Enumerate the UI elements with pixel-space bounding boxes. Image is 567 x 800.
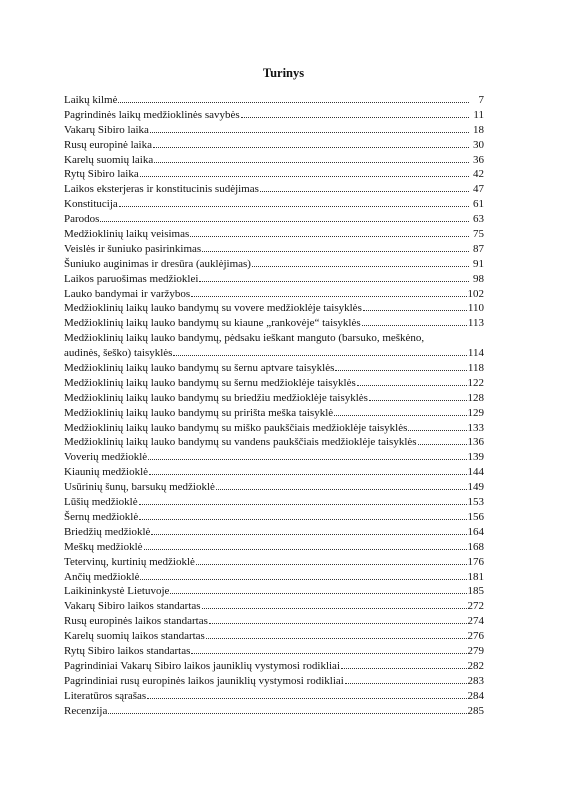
toc-entry-title: Medžioklinių laikų lauko bandymų su vovere medžioklėje taisyklės (64, 302, 362, 315)
leader-dots (148, 450, 466, 460)
leader-dots (153, 138, 469, 148)
leader-dots (216, 480, 467, 490)
leader-dots (369, 391, 467, 401)
toc-entry-title: Vakarų Sibiro laikos standartas (64, 600, 201, 613)
toc-entry-page: 36 (473, 153, 484, 166)
toc-entry (64, 584, 484, 599)
toc-entry-title: Medžioklinių laikų lauko bandymų, pėdsaku ieškant manguto (barsuko, meškėno, (64, 332, 425, 345)
leader-dots (209, 614, 467, 624)
toc-entry-title: Medžioklinių laikų lauko bandymų su pririšta meška taisyklė (64, 406, 334, 419)
toc-entry-title: Briedžių medžioklė (64, 525, 151, 538)
toc-entry-page: 122 (467, 376, 484, 389)
toc-entry-page: 149 (467, 481, 484, 494)
toc-entry-page: 164 (467, 525, 484, 538)
toc-entry-page: 156 (467, 510, 484, 523)
toc-entry-page: 181 (467, 570, 484, 583)
toc-entry-title: Veislės ir šuniuko pasirinkimas (64, 242, 202, 255)
toc-entry-title: Medžioklinių laikų lauko bandymų su šernu aptvare taisyklės (64, 362, 335, 375)
toc-entry-page: 118 (467, 362, 484, 375)
toc-entry-page: 282 (467, 659, 484, 672)
toc-entry-page: 75 (473, 228, 484, 241)
toc-entry-title: Medžioklinių laikų lauko bandymų su briedžiu medžioklėje taisyklės (64, 391, 368, 404)
leader-dots (408, 421, 466, 431)
toc-entry-title: Rytų Sibiro laikos standartas (64, 644, 191, 657)
toc-entry (64, 301, 484, 316)
leader-dots (119, 197, 469, 207)
toc-entry-title: Laikininkystė Lietuvoje (64, 585, 170, 598)
leader-dots (190, 227, 469, 237)
toc-entry-page: 139 (467, 451, 484, 464)
toc-entry-page: 7 (478, 94, 484, 106)
toc-entry (64, 167, 484, 182)
toc-entry (64, 689, 484, 704)
toc-entry (64, 197, 484, 212)
toc-entry-page: 87 (473, 242, 484, 255)
toc-entry (64, 153, 484, 168)
toc-entry (64, 361, 484, 376)
toc-entry (64, 108, 484, 123)
leader-dots (202, 599, 467, 609)
leader-dots (196, 555, 467, 565)
toc-entry (64, 272, 484, 287)
toc-entry (64, 614, 484, 629)
toc-entry-page: 63 (473, 213, 484, 226)
toc-entry-title: Ančių medžioklė (64, 570, 140, 583)
toc-entry (64, 480, 484, 495)
leader-dots (341, 659, 467, 669)
toc-entry-title: Pagrindiniai rusų europinės laikos jauniklių vystymosi rodikliai (64, 674, 344, 687)
leader-dots (260, 182, 469, 192)
toc-entry (64, 659, 484, 674)
leader-dots (357, 376, 467, 386)
toc-entry-page: 129 (467, 406, 484, 419)
leader-dots (202, 242, 469, 252)
toc-entry-page: 91 (473, 257, 484, 270)
leader-dots (151, 525, 466, 535)
leader-dots (140, 570, 466, 580)
leader-dots (206, 629, 467, 639)
leader-dots (154, 153, 469, 163)
leader-dots (199, 272, 469, 282)
toc-entry-page: 168 (467, 540, 484, 553)
toc-entry-title: Rusų europinė laika (64, 138, 152, 151)
toc-entry-title: Karelų suomių laika (64, 153, 154, 166)
toc-entry-title: Laikų kilmė (64, 94, 118, 106)
toc-entry-title: Lūšių medžioklė (64, 496, 138, 509)
leader-dots (252, 257, 469, 267)
leader-dots (241, 108, 469, 118)
toc-entry-page: 274 (467, 615, 484, 628)
toc-entry (64, 242, 484, 257)
toc-entry (64, 182, 484, 197)
toc-entry-page: 11 (473, 108, 484, 121)
toc-entry-title: Laikos eksterjeras ir konstitucinis sudėjimas (64, 183, 259, 196)
leader-dots (345, 674, 467, 684)
toc-entry-page: 42 (473, 168, 484, 181)
toc-entry (64, 287, 484, 302)
toc-entry (64, 599, 484, 614)
toc-entry-title-continued: audinės, šeško) taisyklės (64, 347, 173, 360)
toc-entry (64, 435, 484, 450)
toc-entry-page: 284 (467, 689, 484, 702)
toc-entry-title: Laikos paruošimas medžioklei (64, 272, 199, 285)
toc-entry-title: Pagrindinės laikų medžioklinės savybės (64, 108, 240, 121)
leader-dots (418, 435, 467, 445)
leader-dots (149, 465, 466, 475)
toc-entry (64, 421, 484, 436)
toc-entry-title: Literatūros sąrašas (64, 689, 147, 702)
toc-entry-page: 176 (467, 555, 484, 568)
toc-entry (64, 257, 484, 272)
toc-entry (64, 495, 484, 510)
toc-entry-page: 30 (473, 138, 484, 151)
toc-entry-page: 128 (467, 391, 484, 404)
toc-entry (64, 406, 484, 421)
toc-entry (64, 555, 484, 570)
toc-entry-page: 113 (467, 317, 484, 330)
toc-entry-title: Lauko bandymai ir varžybos (64, 287, 191, 300)
toc-entry-page: 153 (467, 496, 484, 509)
page-title: Turinys (262, 66, 305, 80)
toc-entry-title: Šuniuko auginimas ir dresūra (auklėjimas) (64, 257, 251, 270)
toc-entry-title: Medžioklinių laikų lauko bandymų su kiaune „rankovėje“ taisyklės (64, 317, 361, 330)
toc-entry (64, 674, 484, 689)
toc-entry (64, 450, 484, 465)
leader-dots (140, 167, 469, 177)
toc-entry-title: Recenzija (64, 704, 108, 717)
toc-entry-title: Šernų medžioklė (64, 510, 139, 523)
toc-entry-title: Pagrindiniai Vakarų Sibiro laikos jauniklių vystymosi rodikliai (64, 659, 340, 672)
leader-dots (335, 361, 467, 371)
toc-entry-title: Karelų suomių laikos standartas (64, 630, 205, 643)
toc-entry-title: Parodos (64, 213, 100, 226)
toc-entry-page: 114 (467, 347, 484, 360)
toc-entry-title: Rusų europinės laikos standartas (64, 615, 208, 628)
toc-entry (64, 629, 484, 644)
leader-dots (139, 495, 467, 505)
toc-entry-title: Voverių medžioklė (64, 451, 148, 464)
toc-entry-page: 47 (473, 183, 484, 196)
leader-dots (147, 689, 466, 699)
toc-entry-page: 133 (467, 421, 484, 434)
toc-entry-title: Konstitucija (64, 198, 118, 211)
toc-entry-title: Kiaunių medžioklė (64, 466, 149, 479)
toc-entry-page: 61 (473, 198, 484, 211)
toc-entry (64, 465, 484, 480)
leader-dots (363, 301, 467, 311)
toc-entry (64, 227, 484, 242)
toc-entry-title: Vakarų Sibiro laika (64, 123, 149, 136)
toc-entry-page: 144 (467, 466, 484, 479)
leader-dots (118, 93, 469, 103)
toc-entry (64, 510, 484, 525)
leader-dots (334, 406, 466, 416)
toc-entry-page: 283 (467, 674, 484, 687)
toc-entry (64, 376, 484, 391)
leader-dots (191, 644, 466, 654)
toc-entry-title: Usūrinių šunų, barsukų medžioklė (64, 481, 215, 494)
table-of-contents (64, 93, 484, 718)
leader-dots (150, 123, 469, 133)
toc-entry (64, 391, 484, 406)
leader-dots (139, 510, 466, 520)
toc-entry-page: 18 (473, 123, 484, 136)
leader-dots (108, 704, 466, 714)
leader-dots (191, 287, 466, 297)
toc-entry (64, 644, 484, 659)
toc-entry (64, 525, 484, 540)
toc-entry-page: 185 (467, 585, 484, 598)
toc-entry-page: 272 (467, 600, 484, 613)
toc-entry (64, 123, 484, 138)
toc-entry (64, 570, 484, 585)
leader-dots (362, 316, 467, 326)
toc-entry (64, 704, 484, 719)
leader-dots (170, 584, 466, 594)
toc-entry-page: 102 (467, 287, 484, 300)
toc-entry-title: Meškų medžioklė (64, 540, 143, 553)
toc-entry-title: Medžioklinių laikų lauko bandymų su miško paukščiais medžioklėje taisyklės (64, 421, 408, 434)
toc-entry (64, 316, 484, 331)
toc-entry (64, 331, 484, 361)
toc-entry (64, 540, 484, 555)
toc-entry (64, 212, 484, 227)
leader-dots (173, 346, 466, 356)
toc-entry (64, 93, 484, 108)
toc-entry-page: 98 (473, 272, 484, 285)
toc-entry-page: 136 (467, 436, 484, 449)
toc-entry-page: 276 (467, 630, 484, 643)
toc-entry-title: Medžioklinių laikų lauko bandymų su vandens paukščiais medžioklėje taisyklės (64, 436, 417, 449)
toc-entry-title: Tetervinų, kurtinių medžioklė (64, 555, 195, 568)
toc-entry-title: Rytų Sibiro laika (64, 168, 139, 181)
toc-entry-page: 285 (467, 704, 484, 717)
leader-dots (144, 540, 467, 550)
toc-entry-page: 110 (467, 302, 484, 315)
toc-entry-title: Medžioklinių laikų lauko bandymų su šernu medžioklėje taisyklės (64, 376, 356, 389)
leader-dots (100, 212, 469, 222)
toc-entry-page: 279 (467, 644, 484, 657)
toc-entry (64, 138, 484, 153)
toc-entry-title: Medžioklinių laikų veisimas (64, 228, 190, 241)
